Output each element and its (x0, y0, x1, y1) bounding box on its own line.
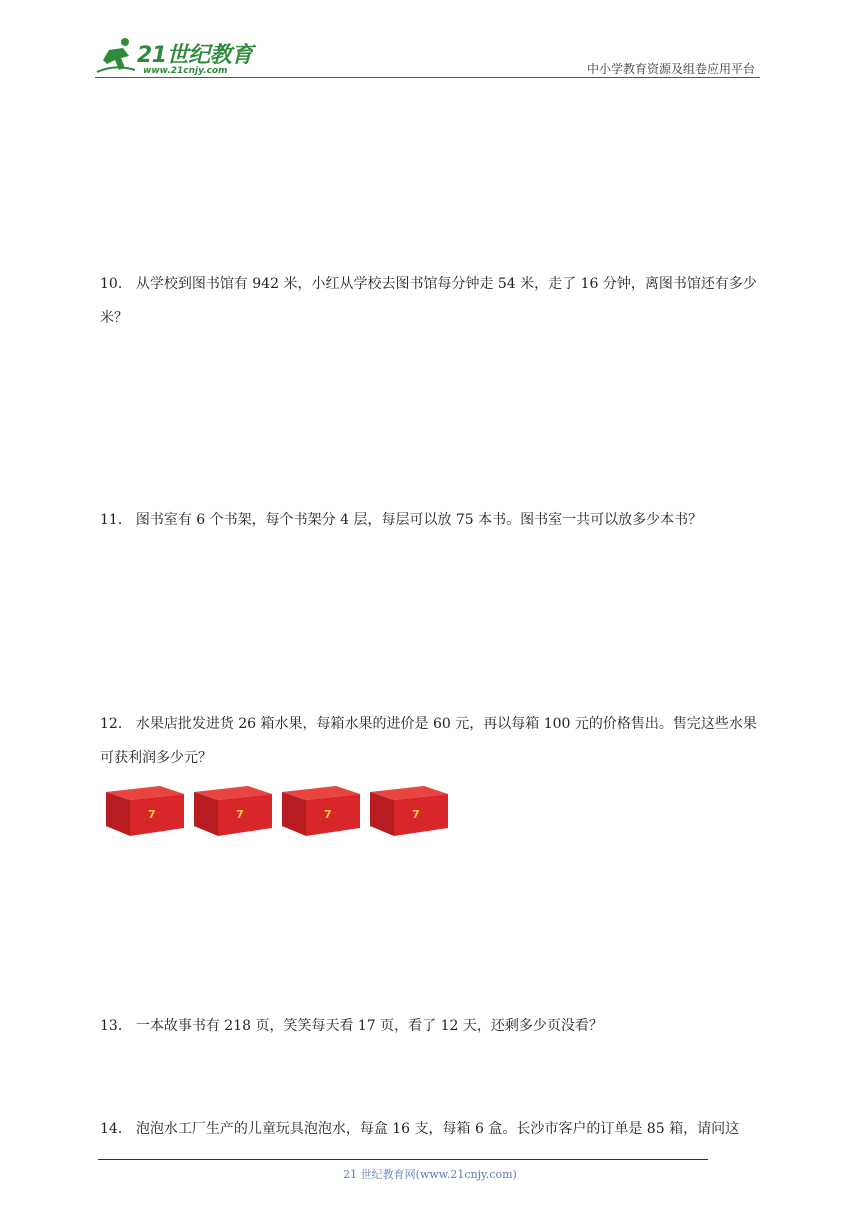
site-logo (95, 34, 265, 78)
question-text: 图书室有 6 个书架，每个书架分 4 层，每层可以放 75 本书。图书室一共可以放多少本书？ (135, 512, 703, 528)
question-number: 10． (100, 276, 132, 292)
fruit-box-icon (192, 778, 274, 838)
question-text: 水果店批发进货 26 箱水果，每箱水果的进价是 60 元，再以每箱 100 元的价格售出。售完这些水果可获利润多少元？ (100, 716, 757, 766)
question-number: 12． (100, 716, 132, 732)
logo-url: www.21cnjy.com (143, 66, 228, 76)
svg-text:7: 7 (148, 808, 156, 821)
footer-divider (98, 1159, 708, 1160)
page-header (95, 30, 760, 80)
question-10 (100, 267, 766, 335)
svg-text:7: 7 (236, 808, 244, 821)
question-11 (100, 503, 766, 537)
question-text: 泡泡水工厂生产的儿童玩具泡泡水，每盒 16 支，每箱 6 盒。长沙市客户的订单是 85 箱，请问这 (135, 1121, 740, 1137)
header-divider (95, 77, 760, 78)
question-text: 从学校到图书馆有 942 米，小红从学校去图书馆每分钟走 54 米，走了 16 分钟，离图书馆还有多少米？ (100, 276, 757, 326)
question-14 (100, 1112, 766, 1146)
question-12 (100, 707, 766, 775)
fruit-box-icon (368, 778, 450, 838)
fruit-box-icon (104, 778, 186, 838)
fruit-boxes-image (104, 778, 454, 840)
question-13 (100, 1009, 766, 1043)
question-number: 11． (100, 512, 132, 528)
logo-text: 21世纪教育 (137, 43, 253, 68)
svg-text:7: 7 (412, 808, 420, 821)
runner-logo-icon (95, 34, 139, 78)
question-number: 13． (100, 1018, 132, 1034)
question-number: 14． (100, 1121, 132, 1137)
header-tagline: 中小学教育资源及组卷应用平台 (586, 62, 755, 76)
question-text: 一本故事书有 218 页，笑笑每天看 17 页，看了 12 天，还剩多少页没看？ (135, 1018, 603, 1034)
footer-link[interactable]: 21 世纪教育网(www.21cnjy.com) (343, 1168, 517, 1181)
fruit-box-icon (280, 778, 362, 838)
svg-text:7: 7 (324, 808, 332, 821)
